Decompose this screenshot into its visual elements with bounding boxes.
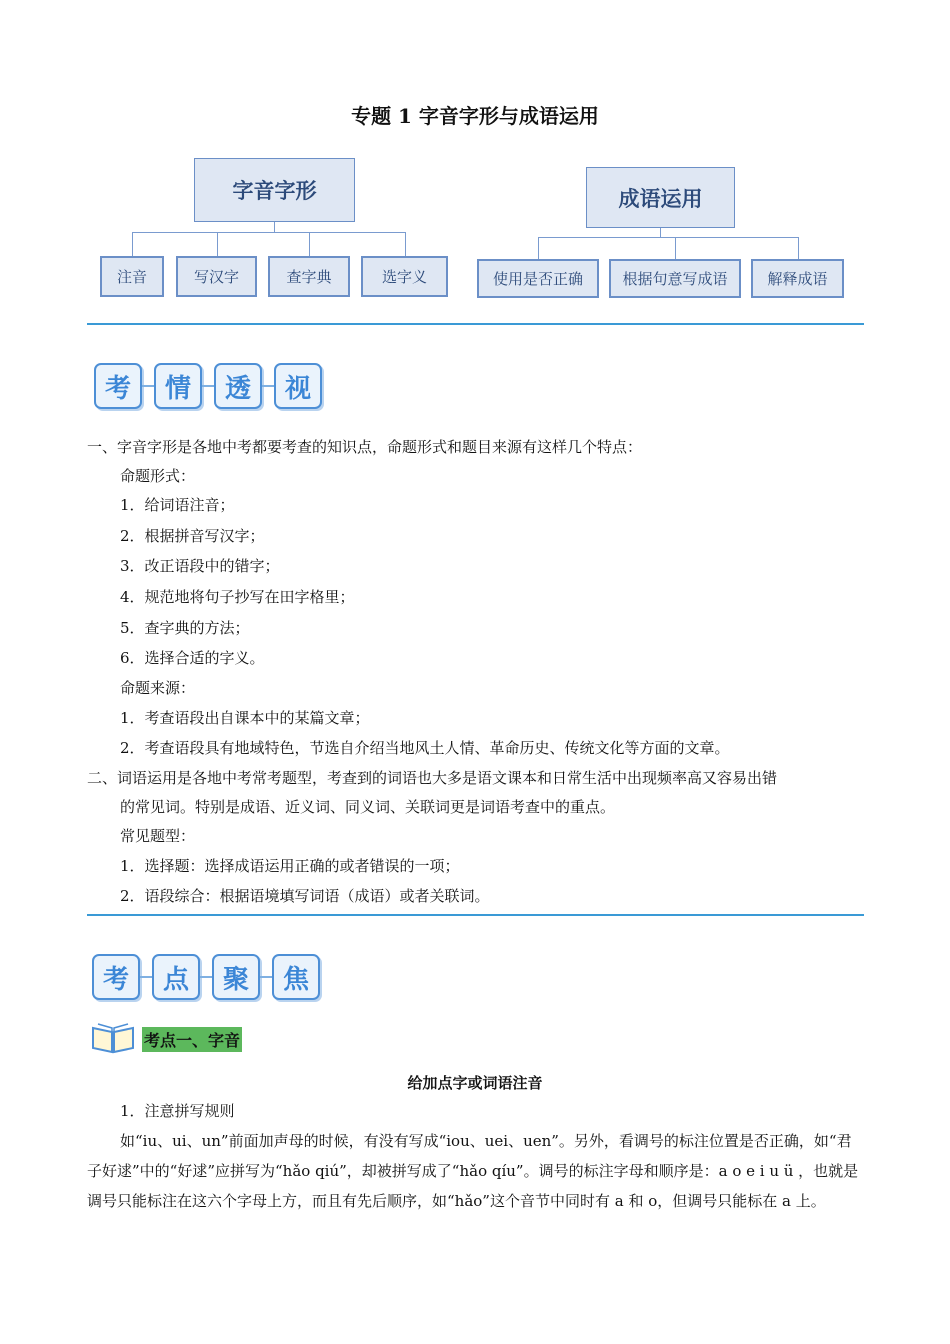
header-char: 聚 (212, 954, 260, 1000)
list-item: 1．给词语注音； (120, 496, 235, 514)
paragraph: 常见题型： (120, 827, 196, 845)
diagram-root-zixin: 字音字形 (194, 158, 355, 222)
diagram-node: 根据句意写成语 (609, 259, 741, 298)
connector (217, 232, 218, 256)
connector (538, 237, 539, 259)
header-connector (140, 976, 152, 978)
diagram-node: 查字典 (268, 256, 350, 297)
header-char: 情 (154, 363, 202, 409)
diagram-node: 使用是否正确 (477, 259, 599, 298)
point-label: 考点一、字音 (142, 1027, 242, 1052)
list-item: 4．规范地将句子抄写在田字格里； (120, 588, 355, 606)
connector (405, 232, 406, 256)
header-connector (262, 385, 274, 387)
diagram-node: 解释成语 (751, 259, 844, 298)
paragraph: 命题形式： (120, 467, 196, 485)
diagram-root-chengyu: 成语运用 (586, 167, 735, 228)
list-item: 2．根据拼音写汉字； (120, 527, 265, 545)
paragraph: 一、字音字形是各地中考都要考查的知识点，命题形式和题目来源有这样几个特点： (87, 438, 643, 456)
connector (798, 237, 799, 259)
paragraph: 如“iu、ui、un”前面加声母的时候，有没有写成“iou、uei、uen”。另外，看调号的标注位置是否正确，如“君子好逑”中的“好逑”应拼写为“hǎo qiú”，却被拼写成了“hǎo qíu”。调号的标注字母和顺序是：a o e i u ü ，也就是调号只能标注在这六个字母上方，而且有先后顺序，如“hǎo”这个音节中同时有 a 和 o，但调号只能标在 a 上。 (87, 1132, 859, 1210)
header-char: 焦 (272, 954, 320, 1000)
list-item: 1．选择题：选择成语运用正确的或者错误的一项； (120, 857, 460, 875)
point-heading (90, 1020, 242, 1058)
header-connector (200, 976, 212, 978)
diagram-node: 注音 (100, 256, 164, 297)
list-item: 6．选择合适的字义。 (120, 649, 265, 667)
header-connector (260, 976, 272, 978)
section-header-kaodian (92, 954, 320, 1000)
header-char: 透 (214, 363, 262, 409)
connector (660, 228, 661, 237)
divider (87, 914, 864, 916)
list-item: 2．考查语段具有地域特色，节选自介绍当地风土人情、革命历史、传统文化等方面的文章。 (120, 739, 730, 757)
list-item: 1．考查语段出自课本中的某篇文章； (120, 709, 370, 727)
list-item: 2．语段综合：根据语境填写词语（成语）或者关联词。 (120, 887, 490, 905)
paragraph: 二、词语运用是各地中考常考题型，考查到的词语也大多是语文课本和日常生活中出现频率高又容易出错 (87, 769, 778, 787)
connector (675, 237, 676, 259)
connector (132, 232, 406, 233)
list-item: 1．注意拼写规则 (120, 1102, 235, 1120)
diagram-node: 写汉字 (176, 256, 257, 297)
header-char: 视 (274, 363, 322, 409)
header-char: 考 (92, 954, 140, 1000)
list-item: 5．查字典的方法； (120, 619, 250, 637)
header-char: 点 (152, 954, 200, 1000)
header-connector (142, 385, 154, 387)
header-char: 考 (94, 363, 142, 409)
page-title: 专题 1 字音字形与成语运用 (351, 104, 599, 128)
book-icon (90, 1020, 136, 1058)
list-item: 3．改正语段中的错字； (120, 557, 280, 575)
divider (87, 323, 864, 325)
header-connector (202, 385, 214, 387)
paragraph: 命题来源： (120, 679, 196, 697)
subtitle: 给加点字或词语注音 (407, 1074, 543, 1092)
connector (538, 237, 798, 238)
connector (274, 222, 275, 232)
diagram-node: 选字义 (361, 256, 448, 297)
section-header-kaoqing (94, 363, 322, 409)
paragraph: 的常见词。特别是成语、近义词、同义词、关联词更是词语考查中的重点。 (120, 798, 616, 816)
connector (132, 232, 133, 256)
connector (309, 232, 310, 256)
